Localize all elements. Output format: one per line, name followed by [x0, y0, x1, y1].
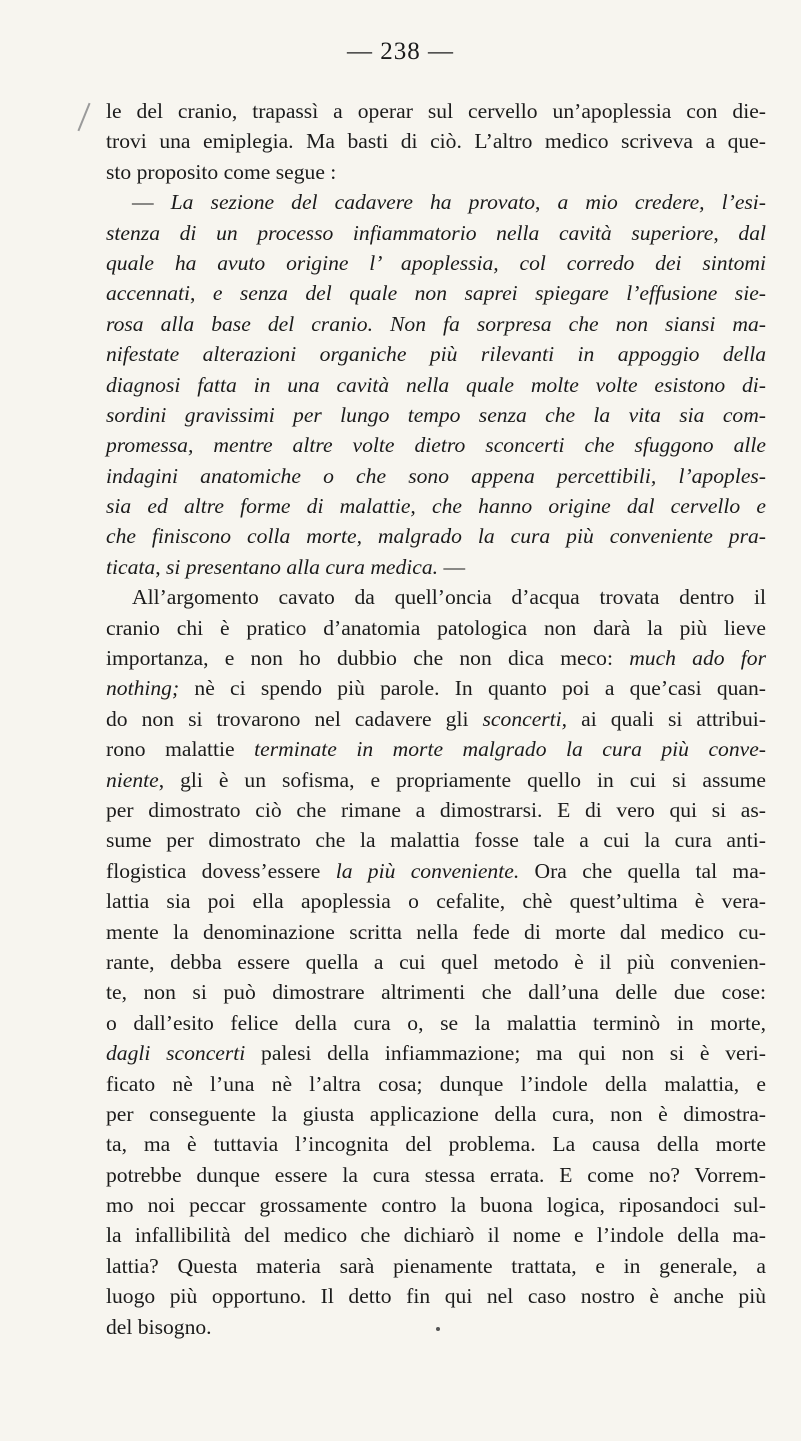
text-span: per dimostrato ciò che rimane a dimostrarsi. E di vero qui si as-	[106, 797, 766, 822]
text-span: ,	[189, 281, 213, 306]
text-line	[106, 339, 766, 369]
text-line	[106, 1220, 766, 1250]
italic-text-span: promessa, mentre altre volte dietro sconcerti che sfuggono alle	[106, 433, 766, 458]
italic-text-span: nothing;	[106, 676, 180, 701]
italic-text-span: e senza del quale non saprei spiegare l’effusione sie-	[212, 281, 766, 306]
text-line	[106, 430, 766, 460]
text-span: mente la denominazione scritta nella fede di morte dal medico cu-	[106, 919, 766, 944]
text-line	[106, 461, 766, 491]
text-span: rono malattie	[106, 737, 255, 762]
text-span: te, non si può dimostrare altrimenti che dall’una delle due cose:	[106, 980, 766, 1005]
italic-text-span: terminate in morte malgrado la cura più conve-	[254, 737, 766, 762]
text-span: per conseguente la giusta applicazione della cura, non è dimostra-	[106, 1101, 766, 1126]
text-span: ta, ma è tuttavia l’incognita del problema. La causa della morte	[106, 1132, 766, 1157]
text-span: —	[132, 190, 171, 215]
text-span: rante, debba essere quella a cui quel metodo è il più convenien-	[106, 949, 766, 974]
text-line	[106, 278, 766, 308]
text-span: flogistica dovess’essere	[106, 858, 336, 883]
italic-text-span: nifestate alterazioni organiche più rilevanti in appoggio della	[106, 342, 766, 367]
text-span: Ora che quella tal ma-	[519, 858, 767, 883]
text-line	[106, 1190, 766, 1220]
text-span: trovi una emiplegia. Ma basti di ciò. L’altro medico scriveva a que-	[106, 129, 766, 154]
text-line	[106, 187, 766, 217]
text-span: ,	[155, 554, 166, 579]
text-line	[106, 552, 766, 582]
text-line	[106, 400, 766, 430]
text-line	[106, 1281, 766, 1311]
text-line	[106, 734, 766, 764]
italic-text-span: sconcerti,	[482, 706, 568, 731]
text-span: luogo più opportuno. Il detto fin qui nel caso nostro è anche più	[106, 1284, 766, 1309]
italic-text-span: la più conveniente.	[335, 858, 520, 883]
text-span: le del cranio, trapassì a operar sul cervello un’apoplessia con die-	[106, 99, 766, 123]
italic-text-span: che finiscono colla morte, malgrado la cura più conveniente pra-	[106, 524, 766, 549]
text-line	[106, 309, 766, 339]
text-span: palesi della infiammazione; ma qui non si è veri-	[245, 1041, 766, 1066]
text-span: ai quali si attribui-	[567, 706, 766, 731]
text-line	[106, 370, 766, 400]
italic-text-span: much ado for	[629, 646, 766, 671]
text-span: —	[438, 554, 466, 579]
text-span: del bisogno.	[106, 1314, 212, 1339]
text-line	[106, 521, 766, 551]
text-line	[106, 704, 766, 734]
text-line	[106, 765, 766, 795]
text-line	[106, 1099, 766, 1129]
text-line	[106, 218, 766, 248]
italic-text-span: dagli sconcerti	[106, 1041, 246, 1066]
text-span: All’argomento cavato da quell’oncia d’acqua trovata dentro il	[132, 585, 766, 610]
italic-text-span: quale ha avuto origine l’ apoplessia, col corredo dei sintomi	[106, 250, 766, 275]
text-line	[106, 886, 766, 916]
text-span: sto proposito come segue :	[106, 159, 337, 184]
text-line	[106, 582, 766, 612]
text-span: ,	[713, 220, 739, 245]
text-line	[106, 1129, 766, 1159]
text-line	[106, 126, 766, 156]
text-line	[106, 1038, 766, 1068]
text-span: nè ci spendo più parole. In quanto poi a que’casi quan-	[179, 676, 766, 701]
text-line	[106, 491, 766, 521]
text-line	[106, 613, 766, 643]
text-line	[106, 96, 766, 126]
text-span: cranio chi è pratico d’anatomia patologica non darà la più lieve	[106, 615, 766, 640]
text-line	[106, 673, 766, 703]
italic-text-span: stenza di un processo infiammatorio nella cavità superiore	[106, 220, 714, 245]
italic-text-span: sordini gravissimi per lungo tempo senza che la vita sia com-	[106, 402, 766, 427]
text-span: sume per dimostrato che la malattia fosse tale a cui la cura anti-	[106, 828, 766, 853]
italic-text-span: dal	[738, 220, 766, 245]
italic-text-span: ticata	[106, 554, 156, 579]
text-span: mo noi peccar grossamente contro la buona logica, riposandoci sul-	[106, 1193, 766, 1218]
page-number: — 238 —	[347, 38, 454, 65]
text-line	[106, 1160, 766, 1190]
text-line	[106, 1251, 766, 1281]
text-line	[106, 157, 766, 187]
text-line	[106, 1008, 766, 1038]
text-line	[106, 977, 766, 1007]
italic-text-span: La sezione del cadavere ha provato	[170, 190, 536, 215]
italic-text-span: sia ed altre forme di malattie, che hanno origine dal cervello e	[106, 494, 766, 519]
text-span: la infallibilità del medico che dichiarò il nome e l’indole della ma-	[106, 1223, 766, 1248]
body-text	[106, 96, 766, 1342]
italic-text-span: accennati	[106, 281, 190, 306]
text-line	[106, 643, 766, 673]
margin-pencil-mark	[77, 103, 90, 132]
text-span: ficato nè l’una nè l’altra cosa; dunque l’indole della malattia, e	[106, 1071, 766, 1096]
ink-speck	[436, 1327, 440, 1331]
italic-text-span: niente	[106, 767, 159, 792]
italic-text-span: diagnosi fatta in una cavità nella quale molte volte esistono di-	[106, 372, 766, 397]
text-span: potrebbe dunque essere la cura stessa errata. E come no? Vorrem-	[106, 1162, 766, 1187]
text-line	[106, 856, 766, 886]
text-line	[106, 248, 766, 278]
text-span: do non si trovarono nel cadavere gli	[106, 706, 483, 731]
text-line	[106, 947, 766, 977]
italic-text-span: a mio credere, l’esi-	[557, 190, 767, 215]
text-line	[106, 1069, 766, 1099]
text-span: lattia? Questa materia sarà pienamente trattata, e in generale, a	[106, 1253, 766, 1278]
text-line	[106, 917, 766, 947]
text-span: importanza, e non ho dubbio che non dica meco:	[106, 646, 630, 671]
italic-text-span: si presentano alla cura medica.	[165, 554, 439, 579]
text-span: o dall’esito felice della cura o, se la malattia terminò in morte,	[106, 1010, 766, 1035]
text-span: lattia sia poi ella apoplessia o cefalite, chè quest’ultima è vera-	[106, 889, 766, 914]
italic-text-span: indagini anatomiche o che sono appena percettibili, l’apoples-	[106, 463, 766, 488]
italic-text-span: rosa alla base del cranio. Non fa sorpresa che non siansi ma-	[106, 311, 766, 336]
text-line	[106, 825, 766, 855]
text-span: ,	[535, 190, 558, 215]
text-line	[106, 795, 766, 825]
text-span: , gli è un sofisma, e propriamente quello in cui si assume	[158, 767, 766, 792]
